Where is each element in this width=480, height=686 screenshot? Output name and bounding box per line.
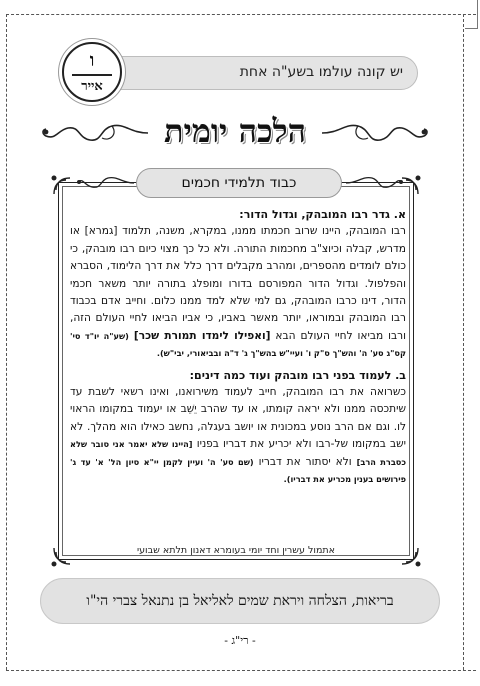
paragraph-a [70,223,406,362]
header-subtitle: יש קונה עולמו בשע"ה אחת [239,64,403,80]
title-banner [40,108,430,156]
paragraph-b-source: (שם סע' ה' ועיין לקמן יי"א סיון הל' א' עד ג' פירושים בענין מכריע את דבריו). [70,456,406,485]
header-bar [96,56,418,90]
crop-mark [465,0,478,29]
paragraph-b-heading: ב. לעמוד בפני רבו מובהק ועוד כמה דינים: [189,368,406,382]
halacha-text [70,206,406,489]
corner-ornament-icon [50,174,72,196]
date-day: ו [89,50,95,71]
flourish-right-icon [320,118,430,148]
page-title: הלכה יומית [163,112,306,150]
cut-line-right [463,14,464,670]
paragraph-a-bracket: [ואפילו לימדו תמורת שכר] [133,329,271,342]
dedication-banner: בריאות, הצלחה ויראת שמים לאליאל בן נתנאל צברי הי"ו [40,578,440,624]
omer-count-note: אתמול עשרין וחד יומי בעומרא דאנון תלתא שבועי [136,545,336,556]
paragraph-a-heading: א. גדר רבו המובהק, וגדול הדור: [239,208,406,221]
paragraph-a-source: (שע"ה יו"ד סי' קס"ג סע' ה' והש"ך ס"ק ו' ועיי"ש בהש"ך ג' ד"ה ובביאורי, יבי"ש). [70,330,406,359]
cut-line-bottom [6,670,476,671]
date-badge [62,42,122,102]
paragraph-b [70,384,406,488]
corner-ornament-icon [400,546,422,568]
section-title: כבוד תלמידי חכמים [136,168,342,198]
date-month: אייר [81,79,103,94]
date-divider [72,74,112,76]
paragraph-b-bracket: [היינו שלא יאמר אני סובר שלא כסברת הרב] [70,439,407,467]
cut-line-left [6,14,7,670]
cut-line-top [6,14,476,15]
paragraph-a-body: רבו המובהק, היינו שרוב חכמתו ממנו, במקרא, משנה, תלמוד [גמרא] או מדרש, קבלה וכיוצ"ב מחכמות התורה. ולא כל כך מצוי כיום רבו מובהק, כי כולם לומדים מהספרים, ומהרב מקבלים דרך כלל את דרך הלימוד, הסברא והפלפול. וגדול הדור המפורסם בדורו ומופלג בתורה יותר משאר חכמי הדור, דינו כרבו המובהק, גם למי שלא למד ממנו כלום. וחייב אדם בכבוד רבו המובהק ובמוראו, יותר מאשר באביו, כי אביו הביאו לחיי העולם הזה, ורבו מביאו לחיי העולם הבא [70,225,407,342]
paragraph-b-body: כשרואה את רבו המובהק, חייב לעמוד משירואנו, ואינו רשאי לשבת עד שיתכסה ממנו ולא יראה קומתו, או עד שהרב יֵשֵׁב או יעמוד במקומו הראוי לו. וגם אם הרב נוסע במכונית או יושב בעגלה, נחשב כאילו הוא מהלך. לא ישב במקומו של-רבו ולא יכריע את דבריו בפניו [70,386,407,451]
corner-ornament-icon [50,546,72,568]
paragraph-b-body2: ולא יסתור את דבריו [258,455,352,468]
section-ornament-right-icon [344,174,404,192]
page-number: - רי"ג - [224,634,256,647]
section-ornament-left-icon [76,174,136,192]
